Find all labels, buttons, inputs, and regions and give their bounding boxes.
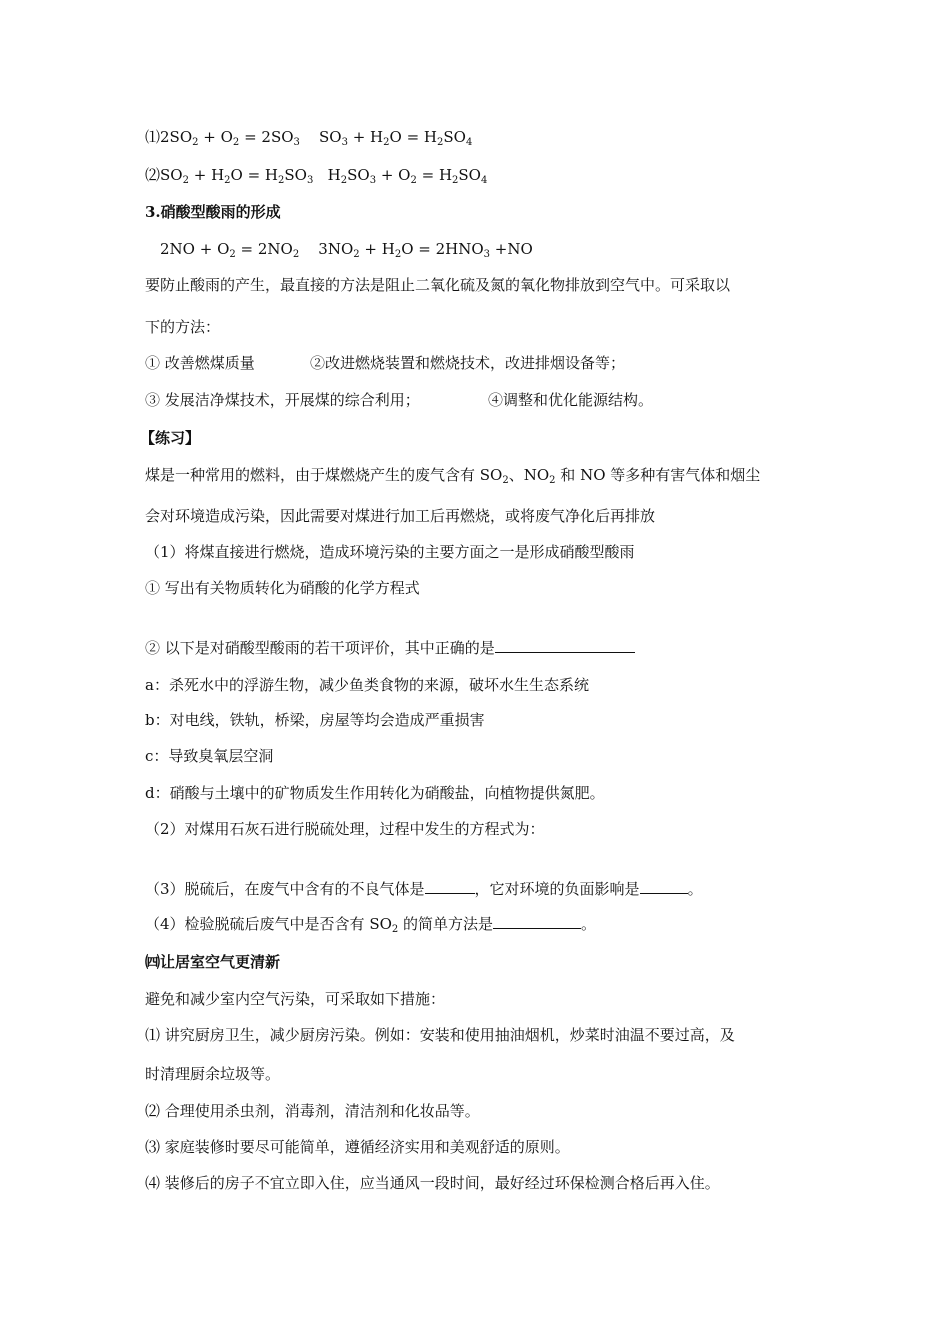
- indoor-intro: 避免和减少室内空气污染，可采取如下措施：: [145, 990, 446, 1008]
- intro1-part-b: 、NO: [508, 466, 550, 484]
- eq2-prefix: ⑵: [145, 166, 161, 184]
- practice-intro-line2: 会对环境造成污染，因此需要对煤进行加工后再燃烧，或将废气净化后再排放: [145, 507, 656, 525]
- answer-blank-1-2[interactable]: [495, 638, 635, 653]
- method-3: ③ 发展洁净煤技术，开展煤的综合利用；: [145, 391, 420, 409]
- question-4-part-b: 的简单方法是: [398, 915, 494, 933]
- answer-blank-3a[interactable]: [425, 879, 475, 894]
- equation-line-3: $2NO + O_2 = 2NO_2$ $3NO_2 + H_2O = 2HNO_3 +NO$: [160, 240, 533, 260]
- intro1-part-a: 煤是一种常用的燃料，由于煤燃烧产生的废气含有 SO: [145, 466, 503, 484]
- eq1-formula: $2SO_2 + O_2 = 2SO_3$ $SO_3 + H_2O = H_2SO_4$: [160, 128, 473, 148]
- eq1-prefix: ⑴: [145, 128, 161, 146]
- question-3-part-a: （3）脱硫后，在废气中含有的不良气体是: [145, 880, 425, 898]
- section-heading-indoor: ㈣让居室空气更清新: [145, 953, 281, 971]
- indoor-item-3: ⑶ 家庭装修时要尽可能简单，遵循经济实用和美观舒适的原则。: [145, 1138, 570, 1156]
- question-4: （4）检验脱硫后废气中是否含有 $SO_2$ 的简单方法是 。: [145, 915, 597, 935]
- question-3: [145, 879, 703, 899]
- option-a: a：杀死水中的浮游生物，减少鱼类食物的来源，破坏水生生态系统: [145, 676, 589, 694]
- practice-intro-line1: 煤是一种常用的燃料，由于煤燃烧产生的废气含有 $SO_2$、$NO_2$ 和 NO 等多种有害气体和烟尘: [145, 466, 761, 486]
- equation-line-1: [145, 127, 472, 147]
- equation-line-2: [145, 165, 487, 185]
- indoor-item-1-line1: ⑴ 讲究厨房卫生，减少厨房污染。例如：安装和使用抽油烟机，炒菜时油温不要过高，及: [145, 1026, 735, 1044]
- question-2: （2）对煤用石灰石进行脱硫处理，过程中发生的方程式为：: [145, 820, 545, 838]
- section-heading-nitric: 3.硝酸型酸雨的形成: [145, 203, 281, 221]
- question-4-part-a: （4）检验脱硫后废气中是否含有 SO: [145, 915, 392, 933]
- question-4-part-c: 。: [581, 915, 597, 933]
- option-c: c：导致臭氧层空洞: [145, 747, 274, 765]
- question-1-2-text: ② 以下是对硝酸型酸雨的若干项评价，其中正确的是: [145, 639, 495, 657]
- method-2: ②改进燃烧装置和燃烧技术，改进排烟设备等；: [310, 354, 626, 372]
- question-1-1: ① 写出有关物质转化为硝酸的化学方程式: [145, 579, 420, 597]
- option-d: d：硝酸与土壤中的矿物质发生作用转化为硝酸盐，向植物提供氮肥。: [145, 784, 605, 802]
- prevention-paragraph-line2: 下的方法：: [145, 318, 221, 336]
- practice-heading: 【练习】: [140, 429, 201, 447]
- question-1-2: [145, 638, 635, 658]
- indoor-item-1-line2: 时清理厨余垃圾等。: [145, 1065, 281, 1083]
- option-b: b：对电线，铁轨，桥梁，房屋等均会造成严重损害: [145, 711, 485, 729]
- indoor-item-2: ⑵ 合理使用杀虫剂，消毒剂，清洁剂和化妆品等。: [145, 1102, 480, 1120]
- question-1: （1）将煤直接进行燃烧，造成环境污染的主要方面之一是形成硝酸型酸雨: [145, 543, 635, 561]
- eq2-formula: $SO_2 + H_2O = H_2SO_3$ $H_2SO_3 + O_2 = H_2SO_4$: [160, 166, 488, 186]
- method-4: ④调整和优化能源结构。: [488, 391, 654, 409]
- answer-blank-4[interactable]: [493, 914, 581, 929]
- indoor-item-4: ⑷ 装修后的房子不宜立即入住，应当通风一段时间，最好经过环保检测合格后再入住。: [145, 1174, 720, 1192]
- question-3-part-c: 。: [687, 880, 703, 898]
- question-3-part-b: ，它对环境的负面影响是: [474, 880, 640, 898]
- intro1-part-c: 和 NO 等多种有害气体和烟尘: [555, 466, 761, 484]
- method-1: ① 改善燃煤质量: [145, 354, 255, 372]
- prevention-paragraph-line1: 要防止酸雨的产生，最直接的方法是阻止二氧化硫及氮的氧化物排放到空气中。可采取以: [145, 276, 731, 294]
- answer-blank-3b[interactable]: [640, 879, 688, 894]
